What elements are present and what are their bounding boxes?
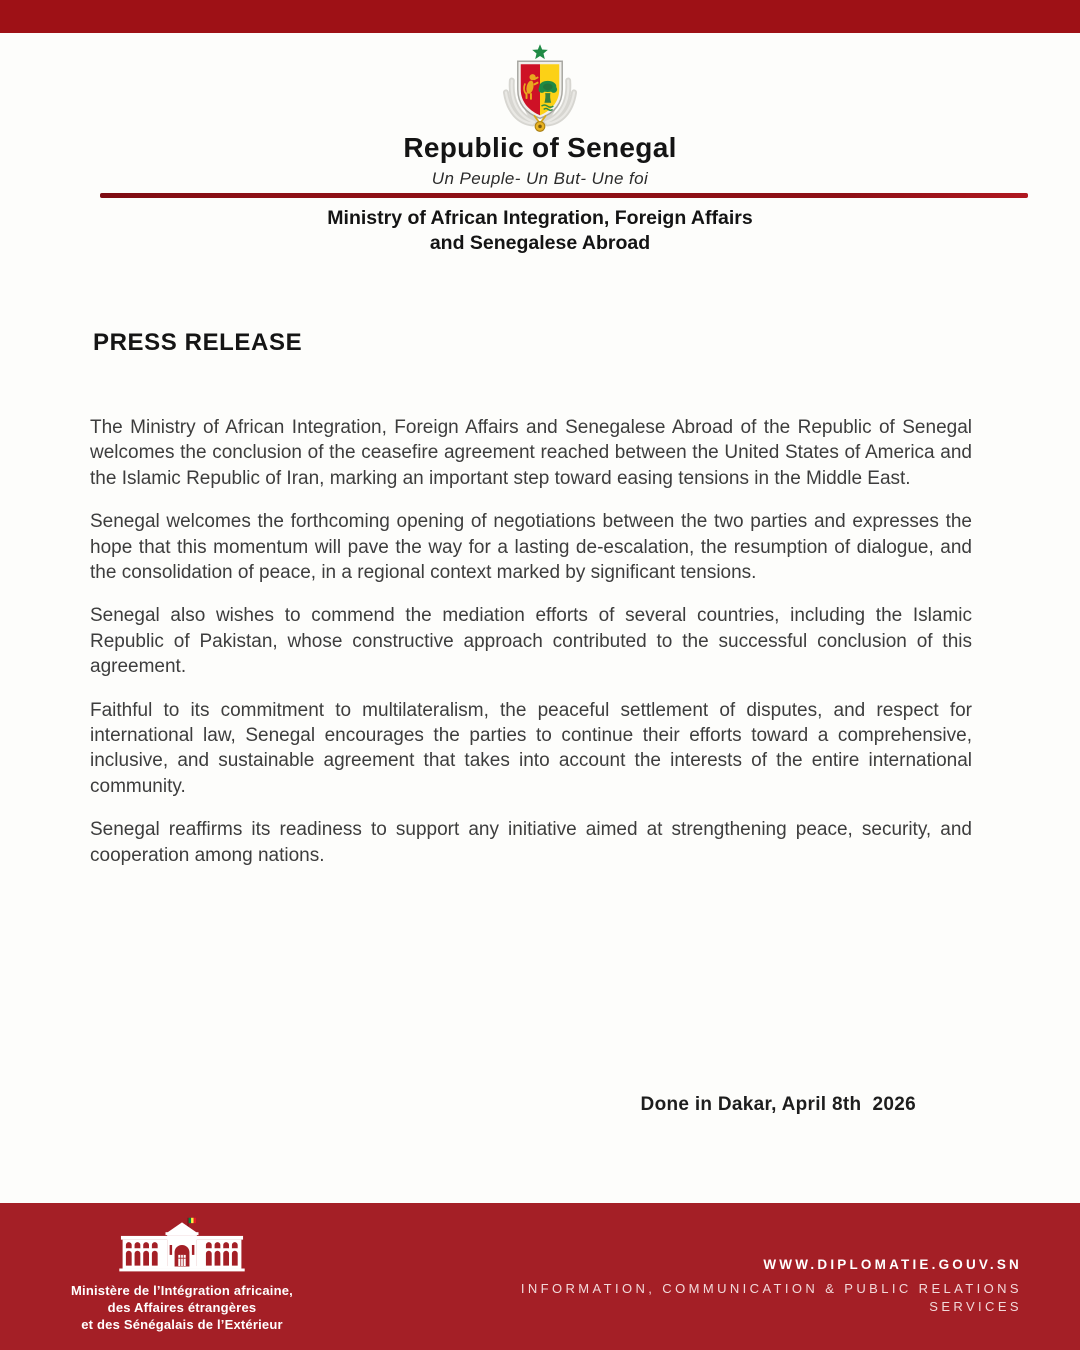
services-line2: SERVICES bbox=[929, 1298, 1022, 1314]
dateline: Done in Dakar, April 8th 2026 bbox=[640, 1094, 916, 1115]
paragraph-4: Faithful to its commitment to multilateralism, the peaceful settlement of disputes, and respect for international law, Senegal encourages the parties to continue their efforts toward a comprehensive, inclusive, and sustainable agreement that takes into account the interests of the entire international community. bbox=[90, 699, 972, 797]
ministry-building-icon bbox=[116, 1215, 248, 1275]
country-title: Republic of Senegal bbox=[403, 132, 677, 163]
ministry-name bbox=[0, 206, 1080, 256]
ministry-name-french bbox=[62, 1282, 302, 1333]
paragraph-2: Senegal welcomes the forthcoming opening of negotiations between the two parties and expresses the hope that this momentum will pave the way for a lasting de-escalation, the resumption of dialogue, and the consolidation of peace, in a regional context marked by significant tensions. bbox=[90, 511, 972, 584]
senegal-flag-icon bbox=[189, 1218, 196, 1223]
ministry-name-line2: and Senegalese Abroad bbox=[429, 232, 651, 254]
footer-ministry-block bbox=[62, 1215, 302, 1333]
press-release-heading: PRESS RELEASE bbox=[93, 329, 303, 356]
paragraph-1: The Ministry of African Integration, Foreign Affairs and Senegalese Abroad of the Republic of Senegal welcomes the conclusion of the ceasefire agreement reached between the United States of America and the Islamic Republic of Iran, marking an important step toward easing tensions in the Middle East. bbox=[90, 417, 972, 489]
ministry-fr-line3: et des Sénégalais de l’Extérieur bbox=[81, 1317, 283, 1332]
ministry-name-line1: Ministry of African Integration, Foreign Affairs bbox=[327, 207, 753, 229]
senegal-coat-of-arms-icon bbox=[0, 42, 1080, 142]
red-divider-line bbox=[100, 193, 1028, 198]
paragraph-3: Senegal also wishes to commend the mediation efforts of several countries, including the Islamic Republic of Pakistan, whose constructive approach contributed to the successful conclusion of this agreement. bbox=[90, 605, 972, 678]
services-line1: INFORMATION, COMMUNICATION & PUBLIC RELATIONS bbox=[520, 1281, 1022, 1296]
paragraph-5: Senegal reaffirms its readiness to support any initiative aimed at strengthening peace, security, and cooperation among nations. bbox=[90, 819, 972, 866]
footer-band bbox=[0, 1203, 1080, 1350]
ministry-fr-line2: des Affaires étrangères bbox=[107, 1300, 257, 1315]
press-release-body bbox=[90, 415, 972, 886]
top-red-bar bbox=[0, 0, 1080, 33]
star-icon bbox=[532, 44, 548, 59]
national-motto: Un Peuple- Un But- Une foi bbox=[431, 169, 649, 188]
footer-contact-block bbox=[521, 1257, 1022, 1315]
ministry-fr-line1: Ministère de l’Intégration africaine, bbox=[71, 1283, 293, 1298]
website-url: WWW.DIPLOMATIE.GOUV.SN bbox=[763, 1257, 1022, 1272]
